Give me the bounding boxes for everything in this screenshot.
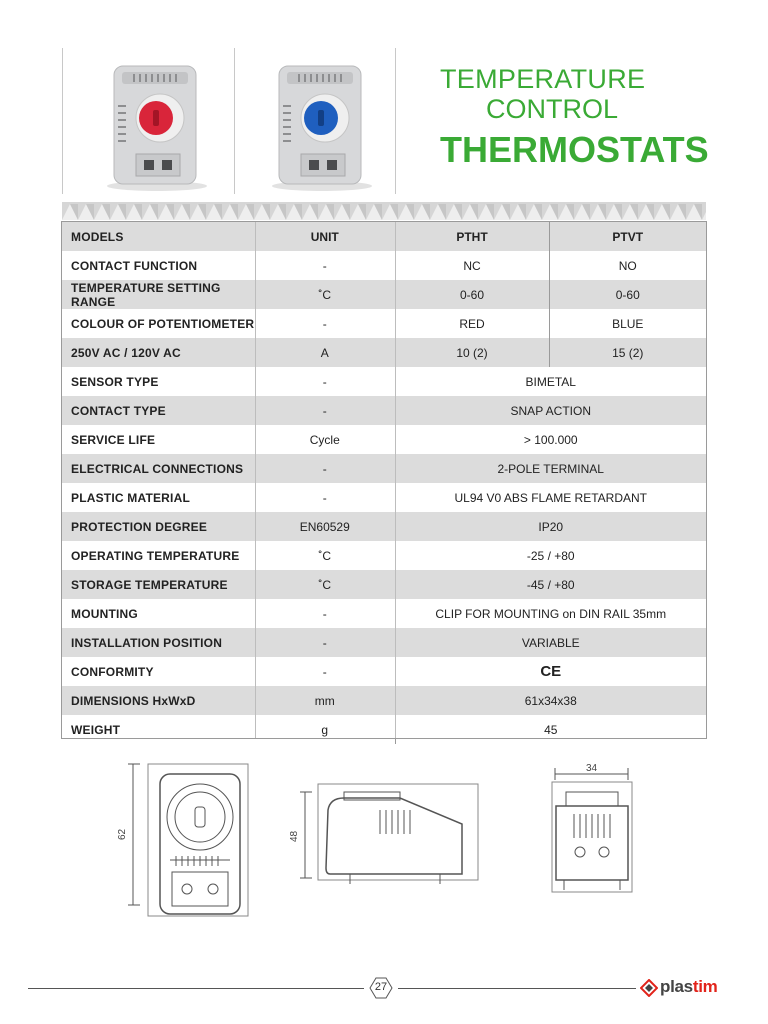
row-value: SNAP ACTION xyxy=(395,396,706,425)
row-unit: - xyxy=(255,367,395,396)
row-name: 250V AC / 120V AC xyxy=(62,338,255,367)
row-name: CONFORMITY xyxy=(62,657,255,686)
row-value-ptht: 0-60 xyxy=(395,280,549,309)
row-unit: A xyxy=(255,338,395,367)
title-line-3: THERMOSTATS xyxy=(440,129,709,170)
row-value-ptvt: 0-60 xyxy=(549,280,706,309)
table-row xyxy=(62,338,706,367)
table-row xyxy=(62,251,706,280)
title-line-1: TEMPERATURE xyxy=(440,64,646,94)
thermostat-blue-photo xyxy=(267,58,377,192)
table-row xyxy=(62,512,706,541)
table-row xyxy=(62,483,706,512)
row-name: PLASTIC MATERIAL xyxy=(62,483,255,512)
table-header-row xyxy=(62,222,706,251)
row-unit: ˚C xyxy=(255,280,395,309)
side-view-drawing xyxy=(300,784,478,884)
spec-table xyxy=(62,222,706,744)
table-row xyxy=(62,454,706,483)
table-row xyxy=(62,570,706,599)
table-row xyxy=(62,280,706,309)
row-value-ptvt: BLUE xyxy=(549,309,706,338)
row-value: 2-POLE TERMINAL xyxy=(395,454,706,483)
row-value: CLIP FOR MOUNTING on DIN RAIL 35mm xyxy=(395,599,706,628)
table-row xyxy=(62,541,706,570)
header-ptht: PTHT xyxy=(395,222,549,251)
row-value: UL94 V0 ABS FLAME RETARDANT xyxy=(395,483,706,512)
table-row xyxy=(62,628,706,657)
dim-label-48: 48 xyxy=(289,830,300,842)
page-number xyxy=(366,976,396,1000)
row-name: WEIGHT xyxy=(62,715,255,744)
dimension-drawings xyxy=(0,752,768,932)
row-unit: EN60529 xyxy=(255,512,395,541)
footer-rule xyxy=(28,988,364,989)
row-name: ELECTRICAL CONNECTIONS xyxy=(62,454,255,483)
back-view-drawing xyxy=(552,768,632,892)
title-line-2: CONTROL xyxy=(486,94,619,124)
brand-name-part: plas xyxy=(660,977,693,996)
table-row xyxy=(62,686,706,715)
row-value: > 100.000 xyxy=(395,425,706,454)
table-row xyxy=(62,657,706,686)
dim-label-62: 62 xyxy=(117,828,128,840)
table-row xyxy=(62,309,706,338)
row-value-ptvt: 15 (2) xyxy=(549,338,706,367)
table-row xyxy=(62,367,706,396)
row-name: DIMENSIONS HxWxD xyxy=(62,686,255,715)
row-unit: g xyxy=(255,715,395,744)
table-divider xyxy=(255,222,256,738)
row-value: 45 xyxy=(395,715,706,744)
row-unit: - xyxy=(255,628,395,657)
row-unit: - xyxy=(255,657,395,686)
row-name: CONTACT FUNCTION xyxy=(62,251,255,280)
row-unit: Cycle xyxy=(255,425,395,454)
row-unit: - xyxy=(255,599,395,628)
row-name: COLOUR OF POTENTIOMETER xyxy=(62,309,255,338)
row-unit: - xyxy=(255,396,395,425)
row-value: CE xyxy=(395,657,706,686)
table-divider xyxy=(395,222,396,738)
photo-divider xyxy=(62,48,63,194)
row-unit: mm xyxy=(255,686,395,715)
row-unit: - xyxy=(255,454,395,483)
row-name: STORAGE TEMPERATURE xyxy=(62,570,255,599)
row-value-ptht: RED xyxy=(395,309,549,338)
row-unit: - xyxy=(255,483,395,512)
row-name: TEMPERATURE SETTING RANGE xyxy=(62,280,255,309)
row-name: CONTACT TYPE xyxy=(62,396,255,425)
brand-name-accent: tim xyxy=(692,977,718,996)
row-value-ptvt: NO xyxy=(549,251,706,280)
row-name: MOUNTING xyxy=(62,599,255,628)
table-row xyxy=(62,425,706,454)
dim-label-34: 34 xyxy=(586,763,598,774)
row-name: OPERATING TEMPERATURE xyxy=(62,541,255,570)
header-ptvt: PTVT xyxy=(549,222,706,251)
page-title xyxy=(440,64,709,173)
row-name: SERVICE LIFE xyxy=(62,425,255,454)
page-number-text: 27 xyxy=(374,981,388,993)
table-row xyxy=(62,396,706,425)
front-view-drawing xyxy=(128,764,248,916)
brand-logo xyxy=(640,976,740,1000)
thermostat-red-photo xyxy=(102,58,212,192)
row-name: INSTALLATION POSITION xyxy=(62,628,255,657)
header-unit: UNIT xyxy=(255,222,395,251)
row-value-ptht: NC xyxy=(395,251,549,280)
row-value: -25 / +80 xyxy=(395,541,706,570)
row-unit: - xyxy=(255,309,395,338)
header-models: MODELS xyxy=(62,222,255,251)
row-unit: ˚C xyxy=(255,570,395,599)
table-row xyxy=(62,599,706,628)
row-unit: - xyxy=(255,251,395,280)
footer-rule xyxy=(398,988,636,989)
row-name: SENSOR TYPE xyxy=(62,367,255,396)
photo-divider xyxy=(234,48,235,194)
row-value: -45 / +80 xyxy=(395,570,706,599)
row-unit: ˚C xyxy=(255,541,395,570)
brand-diamond-icon xyxy=(640,979,658,997)
brand-name xyxy=(660,977,717,997)
row-value: 61x34x38 xyxy=(395,686,706,715)
row-value: BIMETAL xyxy=(395,367,706,396)
row-value: VARIABLE xyxy=(395,628,706,657)
row-name: PROTECTION DEGREE xyxy=(62,512,255,541)
photo-divider xyxy=(395,48,396,194)
table-row xyxy=(62,715,706,744)
row-value-ptht: 10 (2) xyxy=(395,338,549,367)
product-photos xyxy=(62,48,396,194)
pattern-band xyxy=(62,202,706,220)
row-value: IP20 xyxy=(395,512,706,541)
